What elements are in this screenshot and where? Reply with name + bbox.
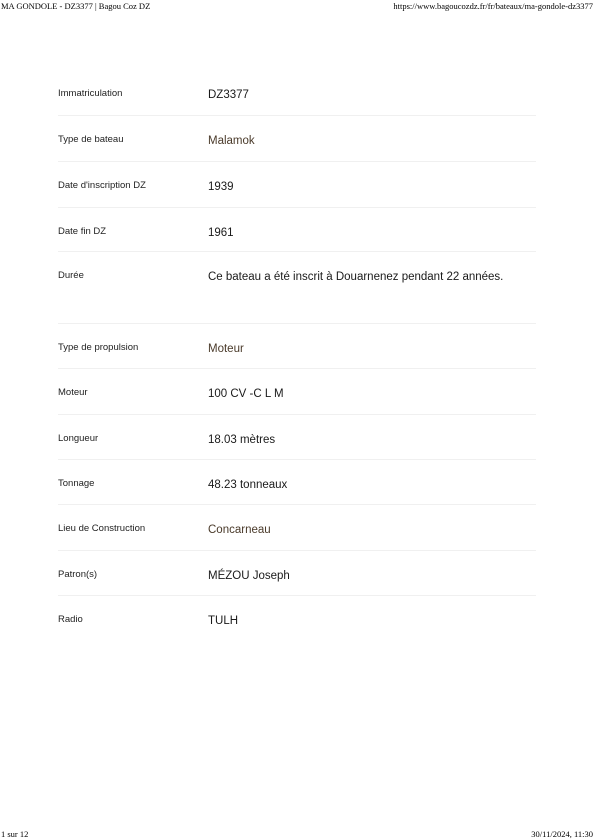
row-moteur — [58, 369, 536, 415]
label-tonnage: Tonnage — [58, 478, 95, 489]
label-patrons: Patron(s) — [58, 569, 98, 580]
row-date-fin — [58, 208, 536, 252]
print-header — [0, 0, 594, 12]
row-type-bateau — [58, 116, 536, 162]
page-number: 1 sur 12 — [1, 829, 29, 839]
row-immatriculation — [58, 70, 536, 116]
row-radio — [58, 596, 536, 642]
value-moteur: 100 CV -C L M — [208, 388, 284, 400]
label-immatriculation: Immatriculation — [58, 88, 123, 99]
label-moteur: Moteur — [58, 387, 88, 398]
row-tonnage — [58, 460, 536, 505]
page-url: https://www.bagoucozdz.fr/fr/bateaux/ma-gondole-dz3377 — [393, 1, 593, 11]
label-duree: Durée — [58, 270, 84, 281]
propulsion-link[interactable]: Moteur — [208, 343, 244, 355]
value-tonnage: 48.23 tonneaux — [208, 479, 288, 491]
row-date-inscription — [58, 162, 536, 208]
page-title: MA GONDOLE - DZ3377 | Bagou Coz DZ — [1, 1, 151, 11]
type-bateau-link[interactable]: Malamok — [208, 135, 255, 147]
row-duree — [58, 252, 536, 324]
value-immatriculation: DZ3377 — [208, 89, 249, 101]
label-radio: Radio — [58, 614, 83, 625]
print-footer — [0, 828, 594, 840]
row-patrons — [58, 551, 536, 596]
value-patrons: MÉZOU Joseph — [208, 570, 290, 582]
label-type-bateau: Type de bateau — [58, 134, 124, 145]
label-propulsion: Type de propulsion — [58, 342, 139, 353]
print-timestamp: 30/11/2024, 11:30 — [531, 829, 593, 839]
row-propulsion — [58, 324, 536, 369]
value-date-inscription: 1939 — [208, 181, 234, 193]
row-lieu-construction — [58, 505, 536, 551]
boat-details — [58, 70, 536, 642]
row-longueur — [58, 415, 536, 460]
label-lieu-construction: Lieu de Construction — [58, 523, 146, 534]
value-longueur: 18.03 mètres — [208, 434, 276, 446]
lieu-construction-link[interactable]: Concarneau — [208, 524, 271, 536]
value-duree: Ce bateau a été inscrit à Douarnenez pendant 22 années. — [208, 271, 504, 283]
value-date-fin: 1961 — [208, 227, 234, 239]
label-longueur: Longueur — [58, 433, 99, 444]
label-date-inscription: Date d'inscription DZ — [58, 180, 146, 191]
label-date-fin: Date fin DZ — [58, 226, 107, 237]
value-radio: TULH — [208, 615, 239, 627]
